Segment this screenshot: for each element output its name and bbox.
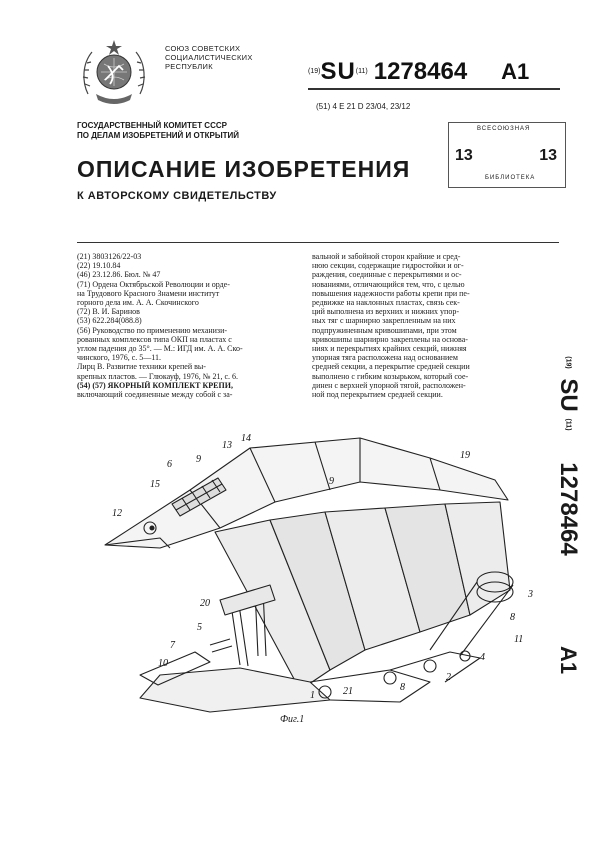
part-label: 19 (460, 450, 470, 461)
header-rule (308, 88, 560, 90)
country-code: SU (320, 58, 356, 85)
stamp-bottom-text: БИБЛИОТЕКА (485, 175, 536, 181)
side-identifier (549, 355, 587, 685)
biblio-line: (71) Ордена Октябрьской Революции и орде- (77, 279, 230, 289)
biblio-line: углом падения до 35°. — М.: ИГД им. А. А. Ско- (77, 344, 243, 354)
part-label: 21 (343, 686, 353, 697)
part-label: 1 (310, 690, 315, 701)
part-label: 9 (196, 454, 201, 465)
stamp-left-number: 13 (455, 147, 473, 164)
part-label: 6 (167, 459, 172, 470)
stamp-top-text: ВСЕСОЮЗНАЯ (477, 126, 531, 132)
library-stamp (448, 122, 566, 188)
biblio-line: (54) (57) ЯКОРНЫЙ КОМПЛЕКТ КРЕПИ, (77, 380, 233, 390)
document-title: ОПИСАНИЕ ИЗОБРЕТЕНИЯ (77, 156, 411, 182)
biblio-line: (72) В. И. Баринов (77, 307, 140, 317)
side-code-19: (19) (564, 356, 572, 369)
ussr-emblem-icon (78, 36, 150, 108)
part-label: 4 (480, 652, 485, 663)
abstract-line: ных тяг с шарнирно закрепленным на них (312, 316, 456, 326)
biblio-line: включающий соединенные между собой с за- (77, 390, 233, 400)
biblio-line: на Трудового Красного Знамени институт (77, 288, 220, 298)
bibliographic-data (77, 252, 300, 399)
committee-heading (77, 121, 239, 141)
part-label: 7 (170, 640, 175, 651)
part-label: 13 (222, 440, 232, 451)
abstract-line: выполнено с гибким козырьком, который сое- (312, 371, 469, 381)
side-country: SU (555, 378, 582, 412)
part-label: 12 (112, 508, 122, 519)
stamp-right-number: 13 (539, 147, 557, 164)
biblio-line: (56) Руководство по применению механизи- (77, 325, 228, 335)
part-label: 3 (528, 589, 533, 600)
part-label: 15 (150, 479, 160, 490)
biblio-line: крепных пластов. — Глюкауф, 1976, № 21, с. 6. (77, 371, 238, 381)
abstract-line: редвижке на наклонных пластах, связь сек- (312, 298, 460, 308)
part-label: 20 (200, 598, 210, 609)
ipc-classification: (51) 4 E 21 D 23/04, 23/12 (316, 102, 411, 111)
side-kind: A1 (556, 645, 581, 675)
kind-code: A1 (501, 59, 530, 84)
part-label: 2 (446, 672, 451, 683)
abstract-line: ной под перекрытием средней секции. (312, 390, 443, 400)
abstract-line: ниях и перекрытиях крайних секций, нижняя (312, 344, 467, 354)
ussr-line: СОЮЗ СОВЕТСКИХ (165, 44, 241, 53)
part-label: 11 (514, 634, 524, 645)
code-19: (19) (308, 68, 321, 75)
part-label: 10 (158, 658, 168, 669)
biblio-line: (21) 3803126/22-03 (77, 252, 142, 261)
biblio-line: (46) 23.12.86. Бюл. № 47 (77, 270, 161, 280)
biblio-line: (53) 622.284(088.8) (77, 316, 142, 326)
patent-number-block (308, 58, 529, 86)
committee-line: ПО ДЕЛАМ ИЗОБРЕТЕНИЙ И ОТКРЫТИЙ (77, 131, 240, 140)
ussr-line: РЕСПУБЛИК (165, 62, 213, 71)
biblio-line: рованных комплексов типа ОКП на пластах с (77, 334, 232, 344)
part-label: 5 (197, 622, 202, 633)
part-label: 8 (400, 682, 405, 693)
part-label: 14 (241, 433, 251, 444)
abstract-line: повышения надежности работы крепи при пе- (312, 288, 470, 298)
abstract-line: ций выполнена из верхних и нижних упор- (312, 307, 459, 317)
abstract-line: раждения, соединные с перекрытиями и ос- (312, 270, 462, 280)
technical-drawing (100, 420, 550, 720)
biblio-line: (22) 19.10.84 (77, 261, 121, 271)
abstract-line: вальной и забойной сторон крайние и сред- (312, 252, 461, 261)
side-number: 1278464 (555, 462, 582, 556)
document-subtitle: К АВТОРСКОМУ СВИДЕТЕЛЬСТВУ (77, 190, 277, 202)
ussr-heading (165, 44, 253, 71)
abstract-line: кривошипы шарнирно закреплены на основа- (312, 334, 468, 344)
biblio-line: горного дела им. А. А. Скочинского (77, 298, 199, 308)
abstract-line: подпружиненным кривошипами, при этом (312, 325, 457, 335)
abstract-text (312, 252, 558, 399)
abstract-line: динен с верхней упорной тягой, расположен- (312, 380, 466, 390)
biblio-line: чинского, 1976, с. 5—11. (77, 353, 161, 363)
patent-number: 1278464 (373, 58, 468, 85)
part-label: 9 (329, 476, 334, 487)
abstract-line: упорная тяга расположена над основанием (312, 353, 458, 363)
abstract-line: нованиями, отличающийся тем, что, с целью (312, 279, 465, 289)
side-code-11: (11) (564, 418, 572, 431)
part-label: 8 (510, 612, 515, 623)
ussr-line: СОЦИАЛИСТИЧЕСКИХ (165, 53, 253, 62)
figure-caption: Фиг.1 (280, 714, 305, 725)
section-rule (77, 242, 559, 243)
abstract-line: средней секции, а перекрытие средней секции (312, 362, 470, 372)
biblio-line: Лирц В. Развитие техники крепей вы- (77, 362, 206, 372)
committee-line: ГОСУДАРСТВЕННЫЙ КОМИТЕТ СССР (77, 121, 227, 130)
abstract-line: нюю секции, содержащие гидростойки и ог- (312, 261, 464, 271)
code-11: (11) (355, 68, 368, 75)
